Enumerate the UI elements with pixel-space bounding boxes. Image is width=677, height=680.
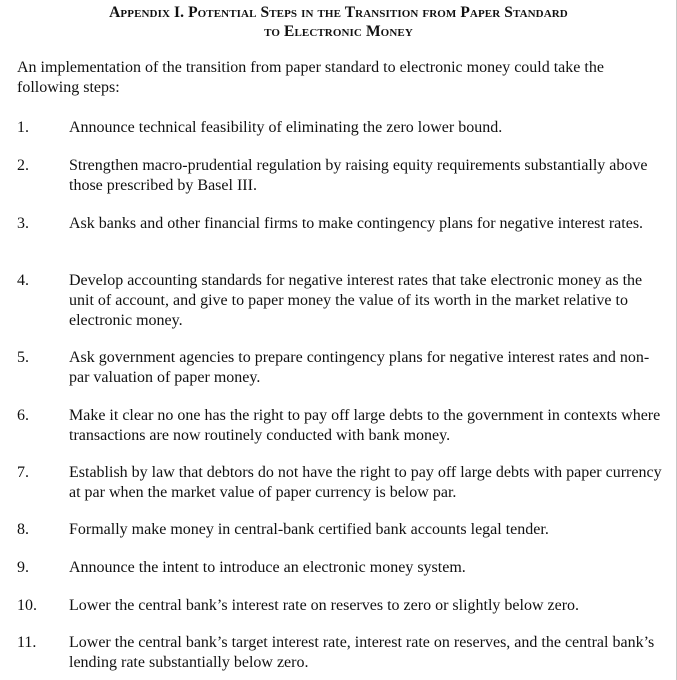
step-number: 4.	[17, 272, 29, 289]
step-number: 3.	[17, 215, 29, 232]
step-text: Announce technical feasibility of eliminating the zero lower bound.	[69, 119, 503, 136]
step-text: Make it clear no one has the right to pay off large debts to the government in contexts where transactions are now routinely conducted with bank money.	[69, 407, 661, 444]
step-text: Lower the central bank’s interest rate on reserves to zero or slightly below zero.	[69, 597, 580, 614]
step-number: 7.	[17, 464, 29, 481]
appendix-title	[0, 3, 677, 41]
step-number: 10.	[17, 597, 37, 614]
step-text: Ask government agencies to prepare contingency plans for negative interest rates and non-par valuation of paper money.	[69, 349, 650, 386]
appendix-title-line-1: Appendix I. Potential Steps in the Transition from Paper Standard	[109, 4, 568, 21]
step-number: 6.	[17, 407, 29, 424]
step-text: Formally make money in central-bank certified bank accounts legal tender.	[69, 521, 549, 538]
step-text: Strengthen macro-prudential regulation by raising equity requirements substantially above those prescribed by Basel III.	[69, 157, 648, 194]
step-number: 11.	[17, 634, 37, 651]
appendix-title-line-2: to Electronic Money	[264, 23, 413, 40]
step-number: 2.	[17, 157, 29, 174]
step-number: 8.	[17, 521, 29, 538]
step-text: Ask banks and other financial firms to make contingency plans for negative interest rates.	[69, 215, 644, 232]
step-text: Develop accounting standards for negative interest rates that take electronic money as the unit of account, and give to paper money the value of its worth in the market relative to electronic money.	[69, 272, 643, 329]
step-number: 1.	[17, 119, 29, 136]
step-number: 5.	[17, 349, 29, 366]
step-number: 9.	[17, 559, 29, 576]
step-text: Establish by law that debtors do not have the right to pay off large debts with paper currency at par when the market value of paper currency is below par.	[69, 464, 662, 501]
step-text: Lower the central bank’s target interest rate, interest rate on reserves, and the central bank’s lending rate substantially below zero.	[69, 634, 655, 671]
step-text: Announce the intent to introduce an electronic money system.	[69, 559, 466, 576]
intro-paragraph: An implementation of the transition from paper standard to electronic money could take the following steps:	[17, 59, 604, 96]
